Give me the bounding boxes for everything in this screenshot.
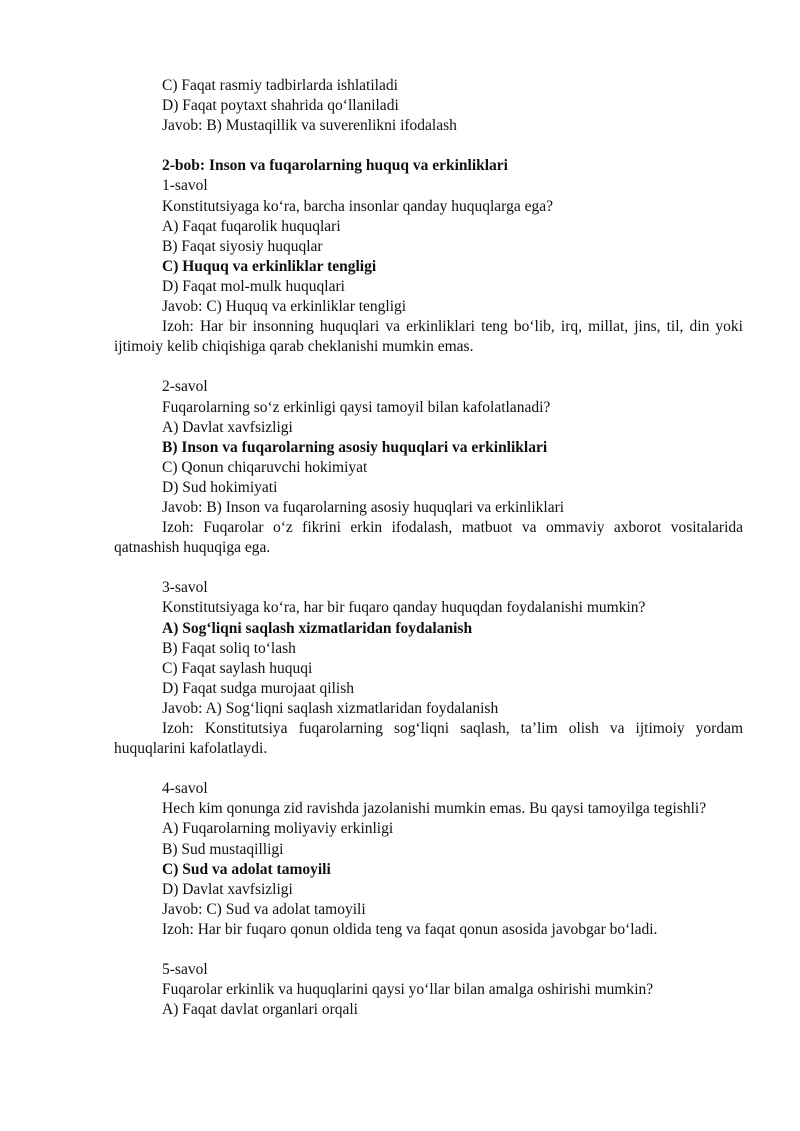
option-a-correct: A) Sog‘liqni saqlash xizmatlaridan foydalanish [162,619,473,637]
option-b: B) Faqat siyosiy huquqlar [162,237,323,255]
option-b-correct: B) Inson va fuqarolarning asosiy huquqlari va erkinliklari [162,438,548,456]
option-b: B) Sud mustaqilligi [162,840,284,858]
note: Izoh: Konstitutsiya fuqarolarning sog‘liqni saqlash, ta’lim olish va ijtimoiy yordam huquqlarini kafolatlaydi. [114,720,743,758]
question-number: 2-savol [162,378,208,396]
note: Izoh: Har bir insonning huquqlari va erkinliklari teng bo‘lib, irq, millat, jins, til, din yoki ijtimoiy kelib chiqishiga qarab cheklanishi mumkin emas. [114,318,743,356]
question-number: 5-savol [162,961,208,979]
option-a: A) Fuqarolarning moliyaviy erkinligi [162,820,394,838]
option-a: A) Faqat davlat organlari orqali [162,1001,358,1019]
question-number: 4-savol [162,780,208,798]
question-number: 1-savol [162,177,208,195]
option-b: B) Faqat soliq to‘lash [162,639,296,657]
option-a: A) Faqat fuqarolik huquqlari [162,217,341,235]
option-c: C) Faqat saylash huquqi [162,659,313,677]
option-d: D) Sud hokimiyati [162,478,278,496]
option-c: C) Qonun chiqaruvchi hokimiyat [162,458,368,476]
question-text: Fuqarolarning so‘z erkinligi qaysi tamoyil bilan kafolatlanadi? [162,398,551,416]
question-text: Konstitutsiyaga ko‘ra, har bir fuqaro qanday huquqdan foydalanishi mumkin? [162,599,646,617]
option-d: D) Faqat mol-mulk huquqlari [162,277,345,295]
question-text: Fuqarolar erkinlik va huquqlarini qaysi yo‘llar bilan amalga oshirishi mumkin? [162,981,654,999]
option-a: A) Davlat xavfsizligi [162,418,293,436]
chapter-title: 2-bob: Inson va fuqarolarning huquq va erkinliklari [162,157,508,175]
answer: Javob: B) Inson va fuqarolarning asosiy huquqlari va erkinliklari [162,498,565,516]
question-text: Konstitutsiyaga ko‘ra, barcha insonlar qanday huquqlarga ega? [162,197,553,215]
answer: Javob: C) Sud va adolat tamoyili [162,900,366,918]
answer: Javob: A) Sog‘liqni saqlash xizmatlaridan foydalanish [162,699,499,717]
option-d: D) Davlat xavfsizligi [162,880,293,898]
prev-answer: Javob: B) Mustaqillik va suverenlikni ifodalash [162,117,457,135]
note: Izoh: Har bir fuqaro qonun oldida teng va faqat qonun asosida javobgar bo‘ladi. [162,920,658,938]
option-c-correct: C) Huquq va erkinliklar tengligi [162,257,377,275]
option-d: D) Faqat sudga murojaat qilish [162,679,354,697]
option-c-correct: C) Sud va adolat tamoyili [162,860,331,878]
note: Izoh: Fuqarolar o‘z fikrini erkin ifodalash, matbuot va ommaviy axborot vositalarida qatnashish huquqiga ega. [114,519,743,557]
prev-option-c: C) Faqat rasmiy tadbirlarda ishlatiladi [162,77,398,94]
answer: Javob: C) Huquq va erkinliklar tengligi [162,298,407,316]
question-number: 3-savol [162,579,208,597]
question-text: Hech kim qonunga zid ravishda jazolanishi mumkin emas. Bu qaysi tamoyilga tegishli? [162,800,707,818]
prev-option-d: D) Faqat poytaxt shahrida qo‘llaniladi [162,97,399,115]
document-page [114,76,743,1020]
